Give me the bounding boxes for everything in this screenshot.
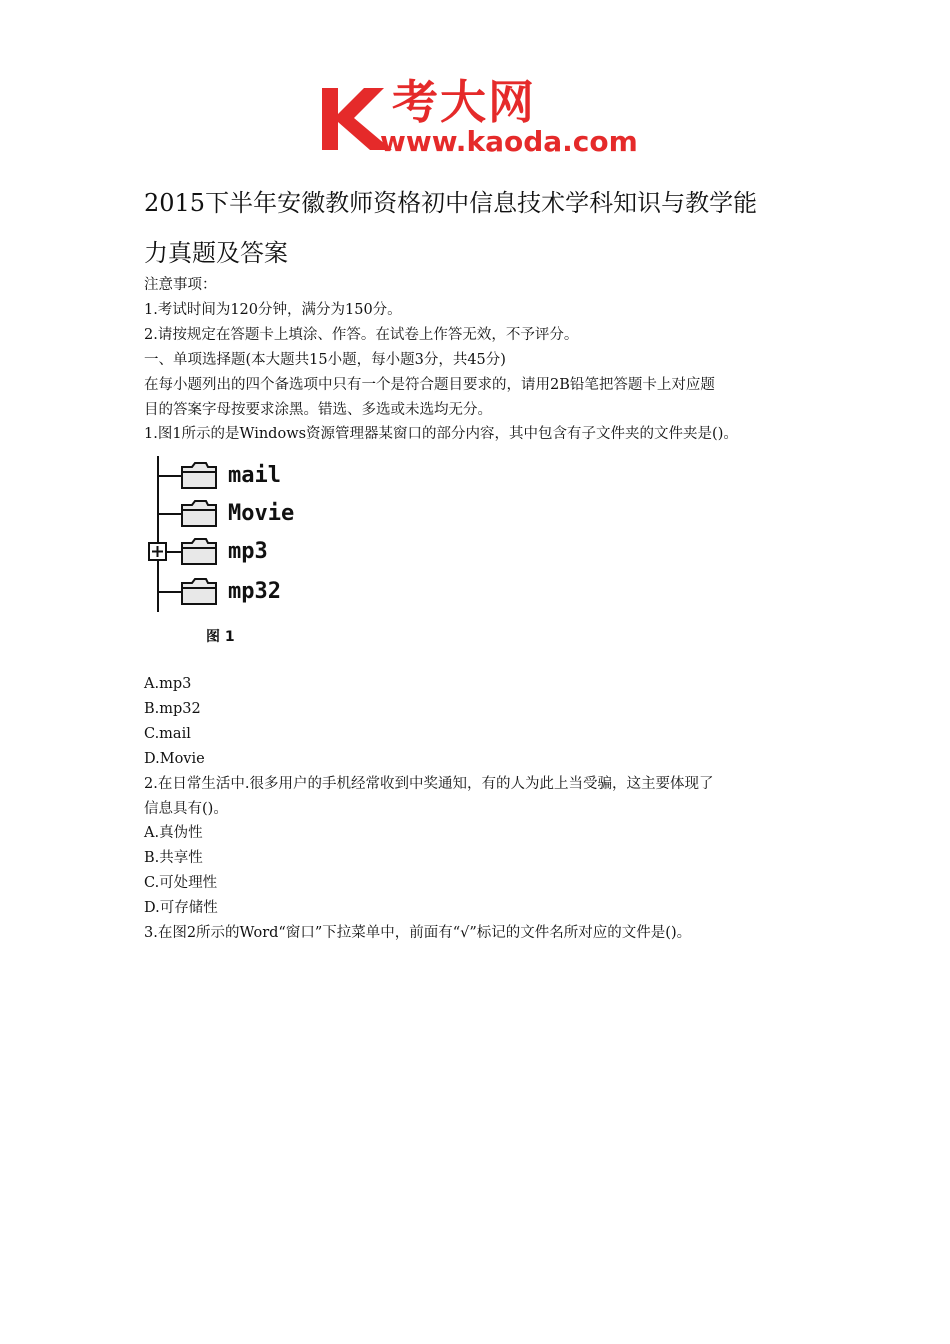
document-title <box>144 178 824 278</box>
brand-name: 考大网 <box>392 75 536 129</box>
title-line-1: 2015下半年安徽教师资格初中信息技术学科知识与教学能 <box>144 189 758 217</box>
title-line-2: 力真题及答案 <box>144 239 288 267</box>
notice-item-1: 1.考试时间为120分钟，满分为150分。 <box>144 301 402 318</box>
notice-item-2: 2.请按规定在答题卡上填涂、作答。在试卷上作答无效，不予评分。 <box>144 326 579 343</box>
folder-icon <box>180 499 220 529</box>
brand-url: www.kaoda.com <box>380 125 638 158</box>
notice-heading: 注意事项： <box>144 277 217 293</box>
q1-option-a: A.mp3 <box>144 676 192 692</box>
instructions-block <box>144 273 834 447</box>
folder-icon <box>180 537 220 567</box>
q1-option-d: D.Movie <box>144 750 205 767</box>
section-heading: 一、单项选择题(本大题共15小题，每小题3分，共45分) <box>144 351 506 368</box>
expand-plus-icon <box>148 542 168 562</box>
folder-label-mp32: mp32 <box>228 579 281 604</box>
question-2-line-2: 信息具有()。 <box>144 800 228 817</box>
question-3: 3.在图2所示的Word“窗口”下拉菜单中，前面有“√”标记的文件名所对应的文件是()。 <box>144 925 692 942</box>
figure-1-caption: 图 1 <box>206 629 235 645</box>
section-instruction-1: 在每小题列出的四个备选项中只有一个是符合题目要求的，请用2B铅笔把答题卡上对应题 <box>144 376 715 393</box>
q2-option-a: A.真伪性 <box>144 825 203 842</box>
figure-1-folder-tree <box>144 452 314 652</box>
q1-option-c: C.mail <box>144 725 191 742</box>
folder-icon <box>180 577 220 607</box>
q2-option-d: D.可存储性 <box>144 900 218 917</box>
q2-option-b: B.共享性 <box>144 850 203 867</box>
question-1: 1.图1所示的是Windows资源管理器某窗口的部分内容，其中包含有子文件夹的文件夹是()。 <box>144 426 738 443</box>
folder-icon <box>180 461 220 491</box>
question-2-line-1: 2.在日常生活中.很多用户的手机经常收到中奖通知，有的人为此上当受骗，这主要体现了 <box>144 775 714 792</box>
folder-label-movie: Movie <box>228 501 295 526</box>
folder-label-mp3: mp3 <box>228 539 268 564</box>
q2-option-c: C.可处理性 <box>144 875 218 892</box>
folder-label-mail: mail <box>228 463 281 488</box>
kaoda-logo <box>318 74 638 158</box>
section-instruction-2: 目的答案字母按要求涂黑。错选、多选或未选均无分。 <box>144 401 492 418</box>
q1-option-b: B.mp32 <box>144 700 201 717</box>
questions-block <box>144 672 834 946</box>
